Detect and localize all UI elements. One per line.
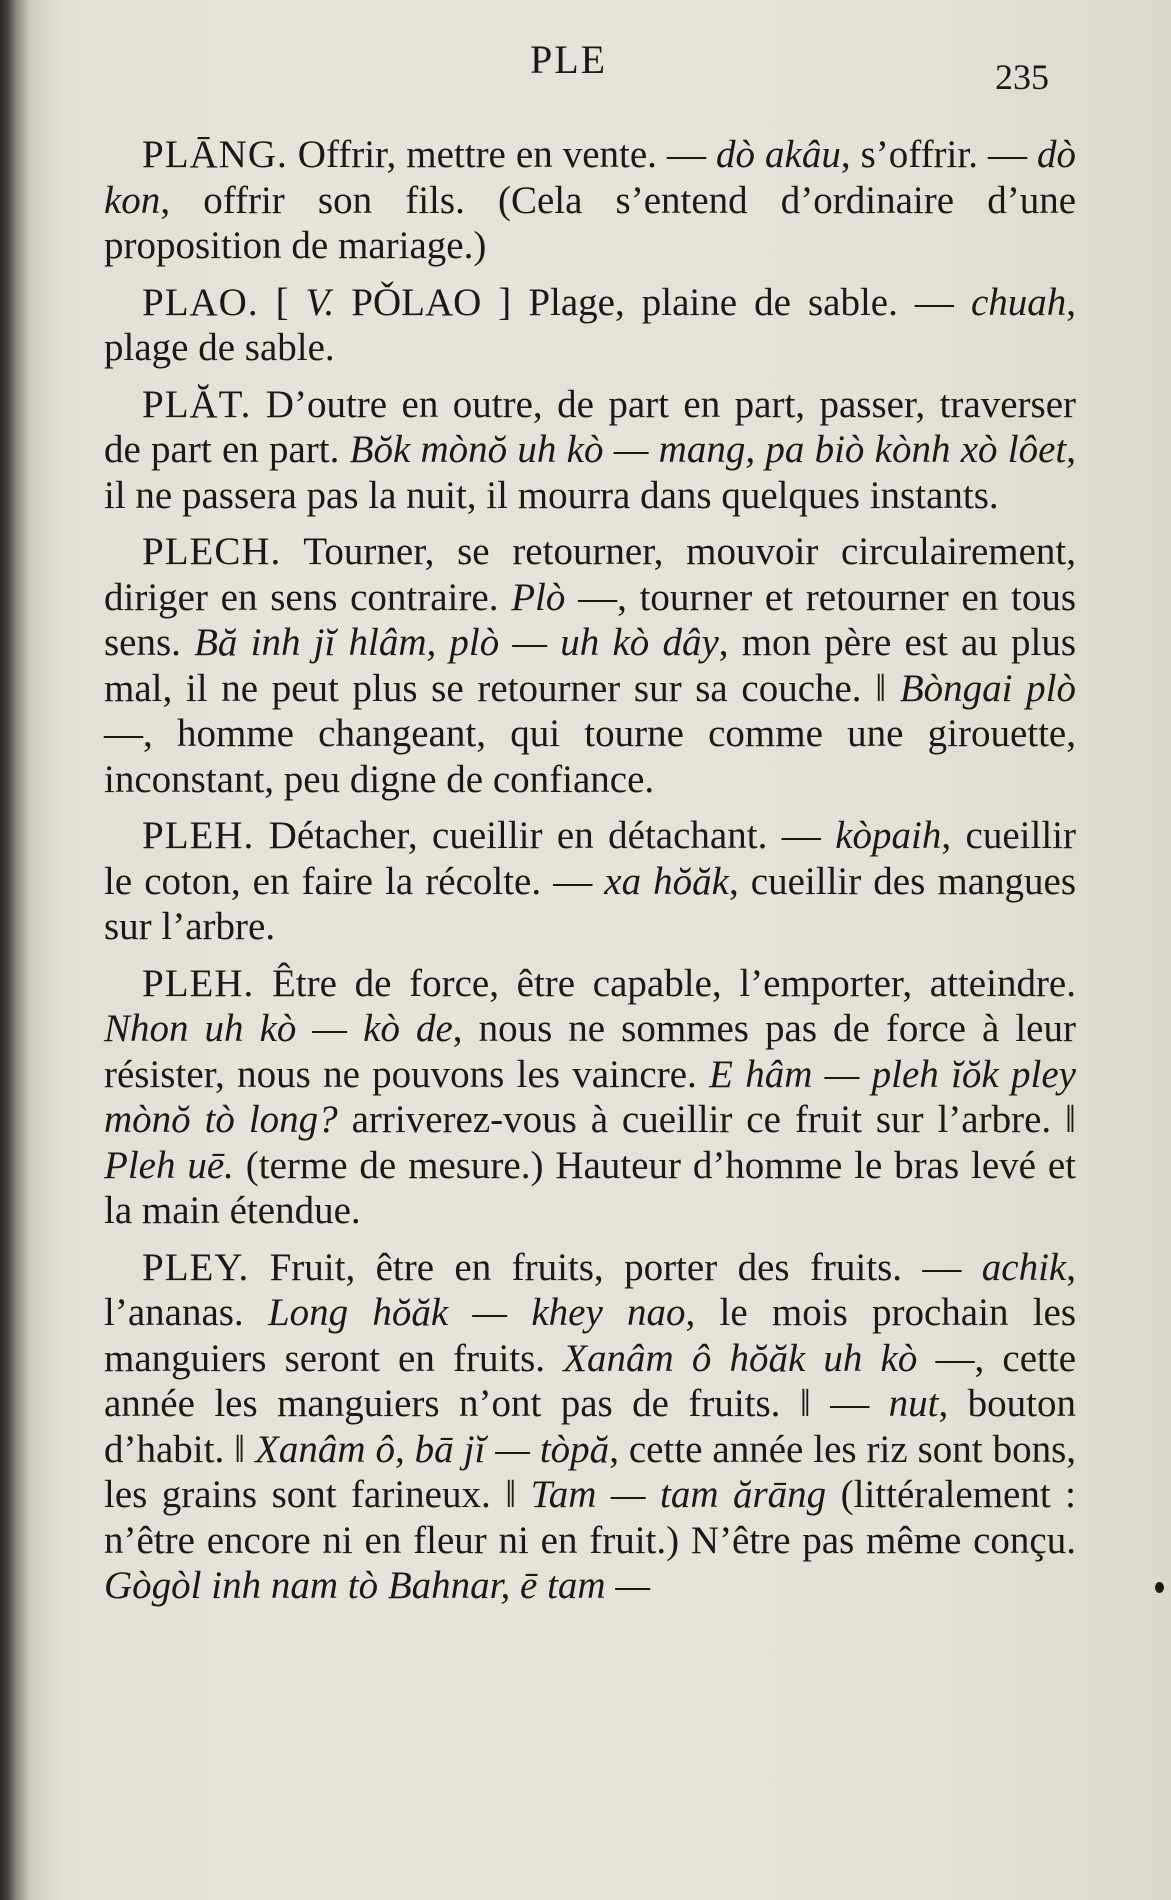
definition-text: , cueillir des mangues sur l’arbre. [104, 859, 1077, 948]
definition-text: , mon père est au plus mal, il ne peut plus se retourner sur sa couche. ‖ [104, 621, 1077, 710]
dictionary-entry [104, 813, 1076, 950]
page-number: 235 [995, 57, 1049, 97]
headword: PLĂT. [142, 382, 252, 426]
bahnar-example: dò kon [104, 133, 1077, 222]
bahnar-example: achik [981, 1245, 1067, 1289]
definition-text: (littéralement : n’être encore ni en fleur ni en fruit.) N’être pas même conçu. [104, 1473, 1076, 1562]
headword: PLEY. [142, 1245, 250, 1289]
definition-text: , il ne passera pas la nuit, il mourra dans quelques instants. [104, 428, 1077, 517]
bahnar-example: Long hŏăk — khey nao [267, 1291, 686, 1334]
bahnar-example: dò akâu [716, 133, 841, 176]
definition-text: , s’offrir. — [840, 133, 1038, 176]
headword: PLEH. [142, 961, 255, 1005]
ink-spot [1155, 1582, 1164, 1593]
bahnar-example: Tam — tam ărāng [530, 1473, 827, 1516]
headword: PLEH. [142, 814, 255, 857]
definition-text: [ [258, 280, 306, 324]
bahnar-example: Pleh uē. [104, 1143, 234, 1187]
dictionary-entry [104, 382, 1076, 519]
bahnar-example: Nhon uh kò — kò de [104, 1007, 453, 1050]
bahnar-example: Bòngai plò [899, 666, 1076, 710]
bahnar-example: kòpaih [835, 814, 942, 857]
dictionary-entry [104, 132, 1076, 269]
definition-text: , plage de sable. [104, 280, 1076, 369]
definition-text: Tourner, se retourner, mouvoir circulairement, diriger en sens contraire. [104, 530, 1076, 619]
definition-text: Détacher, cueillir en détachant. — [254, 814, 836, 857]
definition-text: , bouton d’habit. ‖ [104, 1382, 1076, 1471]
bahnar-example: E hâm — pleh ĭŏk pley mònŏ tò long? [104, 1052, 1076, 1141]
running-head: PLE [530, 37, 608, 82]
definition-text: , cette année les riz sont bons, les grains sont farineux. ‖ [104, 1427, 1077, 1516]
bahnar-example: Gògòl inh nam tò Bahnar, ē tam — [104, 1564, 650, 1607]
bahnar-example: Plò [511, 575, 566, 619]
definition-text: (terme de mesure.) Hauteur d’homme le bras levé et la main étendue. [104, 1143, 1076, 1232]
definition-text: —, cette année les manguiers n’ont pas de fruits. ‖ — [104, 1336, 1077, 1425]
bahnar-example: Xanâm ô hŏăk uh kò [563, 1336, 918, 1380]
dictionary-entry [104, 529, 1076, 802]
bahnar-example: xa hŏăk [604, 859, 729, 903]
definition-text: D’outre en outre, de part en part, passer, traverser de part en part. [104, 382, 1076, 471]
headword: PLĀNG. [142, 133, 288, 176]
definition-text: —, tourner et retourner en tous sens. [104, 575, 1076, 664]
bahnar-example: chuah [970, 280, 1067, 324]
definition-text: Être de force, être capable, l’emporter, atteindre. [254, 961, 1076, 1005]
definition-text: —, homme changeant, qui tourne comme une girouette, inconstant, peu digne de confiance. [104, 712, 1076, 801]
definition-text: , offrir son fils. (Cela s’entend d’ordinaire d’une proposition de mariage.) [104, 178, 1076, 267]
bahnar-example: V. [305, 280, 335, 324]
dictionary-entry [104, 1245, 1076, 1609]
dictionary-entries [104, 132, 1076, 1620]
definition-text: , nous ne sommes pas de force à leur résister, nous ne pouvons les vaincre. [104, 1007, 1076, 1096]
headword: PLAO. [142, 280, 259, 324]
bahnar-example: nut [888, 1382, 939, 1425]
bahnar-example: Bă inh jĭ hlâm, plò — uh kò dây [194, 621, 719, 664]
definition-text: PǑLAO ] Plage, plaine de sable. — [334, 280, 971, 324]
definition-text: , le mois prochain les manguiers seront en fruits. [104, 1291, 1077, 1380]
dictionary-entry [104, 280, 1076, 371]
definition-text: arriverez-vous à cueillir ce fruit sur l’arbre. ‖ [337, 1098, 1076, 1141]
headword: PLECH. [142, 530, 282, 573]
definition-text: Offrir, mettre en vente. — [287, 133, 716, 176]
dictionary-entry [104, 961, 1076, 1234]
definition-text: , cueillir le coton, en faire la récolte. — [104, 814, 1076, 903]
definition-text: Fruit, être en fruits, porter des fruits. — [249, 1245, 982, 1289]
page-header [0, 36, 1171, 96]
bahnar-example: Bŏk mònŏ uh kò — mang, pa biò kònh xò lôet [349, 428, 1067, 471]
bahnar-example: Xanâm ô, bā jĭ — tòpă [255, 1427, 610, 1471]
definition-text: , l’ananas. [104, 1245, 1076, 1334]
